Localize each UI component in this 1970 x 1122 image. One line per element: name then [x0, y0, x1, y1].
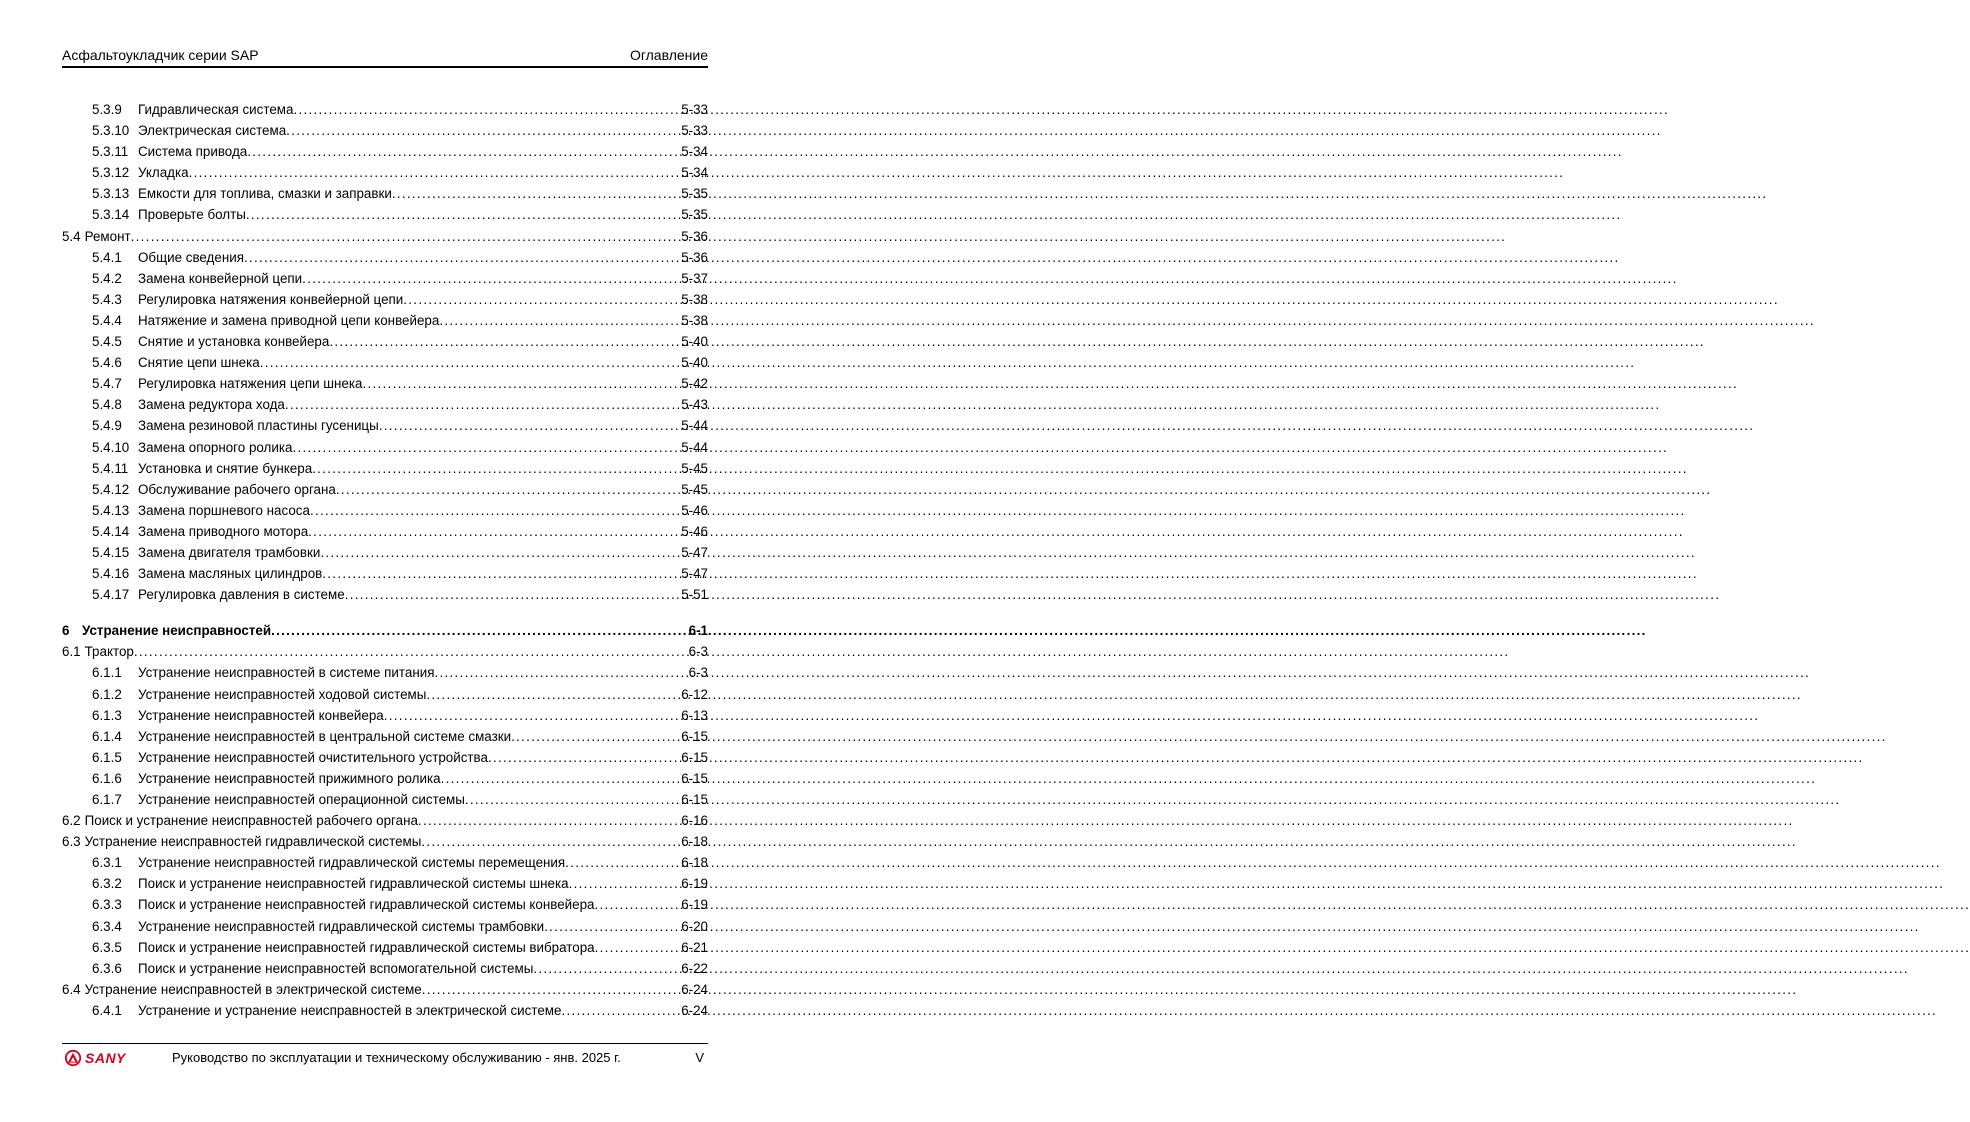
toc-entry[interactable] [62, 521, 708, 542]
toc-entry-page: 5-44 [681, 439, 708, 455]
toc-entry-title: Поиск и устранение неисправностей гидравлической системы шнека [138, 876, 569, 892]
toc-dot-leader [302, 268, 679, 289]
toc-entry-title: Устранение неисправностей прижимного ролика [138, 770, 441, 786]
toc-entry-number: 6.4.1 [92, 1002, 122, 1018]
toc-dot-leader [247, 141, 679, 162]
toc-entry[interactable] [62, 394, 708, 415]
toc-entry-page: 6-3 [688, 644, 708, 660]
toc-entry[interactable] [62, 183, 708, 204]
toc-entry-number: 5.4.4 [92, 312, 122, 328]
toc-entry-title: Устранение неисправностей конвейера [138, 707, 384, 723]
toc-entry-number: 5.4.12 [92, 481, 130, 497]
toc-entry[interactable] [62, 747, 708, 768]
toc-dot-leader [384, 705, 679, 726]
toc-entry[interactable] [62, 373, 708, 394]
toc-entry[interactable] [62, 810, 708, 831]
toc-entry-number: 6.3.2 [92, 876, 122, 892]
toc-entry-page: 5-40 [681, 334, 708, 350]
toc-entry-page: 6-1 [688, 623, 708, 639]
toc-entry[interactable] [62, 958, 708, 979]
toc-entry-title: Регулировка давления в системе [138, 587, 345, 603]
toc-entry-title: Устранение неисправностей в электрической системе [84, 981, 422, 997]
toc-entry-page: 5-33 [681, 123, 708, 139]
toc-dot-leader [308, 521, 679, 542]
toc-dot-leader [260, 352, 679, 373]
toc-entry[interactable] [62, 500, 708, 521]
toc-entry-number: 6.1.2 [92, 686, 122, 702]
toc-dot-leader [336, 479, 679, 500]
toc-dot-leader [426, 684, 679, 705]
document-title: Асфальтоукладчик серии SAP [62, 47, 259, 63]
toc-entry[interactable] [62, 768, 708, 789]
toc-entry-page: 6-20 [681, 918, 708, 934]
toc-entry-number: 5.4.16 [92, 566, 130, 582]
toc-entry-page: 6-13 [681, 707, 708, 723]
toc-entry-page: 5-38 [681, 312, 708, 328]
toc-entry-title: Устранение неисправностей гидравлической системы трамбовки [138, 918, 545, 934]
toc-entry-page: 6-24 [681, 1002, 708, 1018]
toc-entry-number: 5.4.11 [92, 460, 129, 476]
toc-entry-title: Устранение неисправностей в системе питания [138, 665, 435, 681]
toc-entry[interactable] [62, 620, 708, 641]
toc-entry-number: 6.2 [62, 813, 81, 829]
toc-dot-leader [189, 162, 680, 183]
toc-dot-leader [322, 563, 679, 584]
toc-entry-number: 6.1.7 [92, 792, 122, 807]
toc-dot-leader [293, 99, 679, 120]
toc-dot-leader [421, 831, 679, 852]
toc-entry[interactable] [62, 226, 708, 247]
toc-entry-page: 5-45 [681, 460, 708, 476]
toc-entry-title: Установка и снятие бункера [138, 460, 313, 476]
toc-dot-leader [465, 789, 679, 810]
toc-entry[interactable] [62, 268, 708, 289]
toc-entry-number: 5.4.7 [92, 376, 122, 392]
toc-entry-page: 5-42 [681, 376, 708, 392]
toc-entry[interactable] [62, 415, 708, 436]
toc-entry-number: 6.1.3 [92, 707, 122, 723]
toc-entry-number: 5.3.12 [92, 165, 130, 181]
toc-entry-number: 6.1 [62, 644, 81, 660]
toc-dot-leader [595, 894, 680, 915]
toc-dot-leader [569, 873, 680, 894]
sany-logo [64, 1050, 126, 1066]
toc-entry-number: 6.3.3 [92, 897, 122, 913]
toc-dot-leader [285, 394, 679, 415]
toc-dot-leader [345, 584, 680, 605]
toc-entry-page: 5-34 [681, 144, 708, 160]
toc-dot-leader [565, 852, 679, 873]
toc-dot-leader [434, 662, 686, 683]
toc-entry-page: 6-19 [681, 876, 708, 892]
page-number: V [695, 1050, 704, 1065]
toc-dot-leader [362, 373, 679, 394]
toc-entry-page: 6-22 [681, 960, 708, 976]
toc-entry-number: 5.4.9 [92, 418, 122, 434]
toc-entry-number: 5.3.9 [92, 102, 122, 117]
toc-entry-number: 6.3.5 [92, 939, 122, 955]
toc-entry-title: Обслуживание рабочего органа [138, 481, 336, 497]
toc-dot-leader [244, 247, 679, 268]
toc-entry-number: 5.4 [62, 228, 81, 244]
toc-entry-page: 5-36 [681, 228, 708, 244]
footer-text: Руководство по эксплуатации и техническому обслуживанию - янв. 2025 г. [172, 1050, 621, 1065]
toc-entry-page: 5-35 [681, 207, 708, 223]
toc-dot-leader [441, 768, 680, 789]
toc-dot-leader [418, 810, 679, 831]
toc-entry[interactable] [62, 894, 708, 915]
toc-entry-page: 6-15 [681, 770, 708, 786]
toc-entry[interactable] [62, 141, 708, 162]
toc-entry[interactable] [62, 162, 708, 183]
toc-dot-leader [392, 183, 679, 204]
toc-entry-page: 5-36 [681, 249, 708, 265]
toc-dot-leader [320, 542, 679, 563]
toc-dot-leader [439, 310, 679, 331]
toc-entry-title: Устранение неисправностей гидравлической системы перемещения [138, 855, 566, 871]
toc-entry[interactable] [62, 120, 708, 141]
toc-entry-number: 5.3.11 [92, 144, 129, 160]
toc-entry-number: 5.4.15 [92, 544, 130, 560]
toc-entry[interactable] [62, 662, 708, 683]
toc-dot-leader [488, 747, 679, 768]
toc-entry[interactable] [62, 584, 708, 605]
toc-entry-title: Замена приводного мотора [138, 523, 309, 539]
toc-entry-page: 5-44 [681, 418, 708, 434]
toc-entry-page: 6-19 [681, 897, 708, 913]
toc-entry-title: Устранение неисправностей в центральной системе смазки [138, 728, 512, 744]
toc-entry[interactable] [62, 684, 708, 705]
table-of-contents [62, 99, 708, 1021]
toc-entry-number: 5.3.13 [92, 186, 130, 202]
toc-entry-title: Замена конвейерной цепи [138, 270, 303, 286]
toc-entry-page: 5-37 [681, 270, 708, 286]
toc-entry-number: 5.4.14 [92, 523, 130, 539]
toc-entry[interactable] [62, 916, 708, 937]
toc-entry-number: 6.3.4 [92, 918, 122, 934]
toc-entry-number: 5.4.13 [92, 502, 130, 518]
toc-entry-title: Снятие цепи шнека [138, 355, 260, 371]
toc-entry-title: Устранение неисправностей операционной системы [138, 792, 465, 807]
toc-entry[interactable] [62, 705, 708, 726]
toc-entry-number: 5.4.6 [92, 355, 122, 371]
toc-entry-page: 6-15 [681, 728, 708, 744]
toc-entry-title: Поиск и устранение неисправностей гидравлической системы конвейера [138, 897, 595, 913]
toc-entry-title: Ремонт [84, 228, 131, 244]
toc-entry[interactable] [62, 789, 708, 810]
toc-entry[interactable] [62, 1000, 708, 1021]
toc-entry-number: 5.3.10 [92, 123, 130, 139]
toc-entry[interactable] [62, 204, 708, 225]
page-header [62, 46, 708, 68]
toc-entry-page: 6-15 [681, 749, 708, 765]
toc-entry-page: 5-34 [681, 165, 708, 181]
toc-entry[interactable] [62, 289, 708, 310]
toc-entry[interactable] [62, 873, 708, 894]
toc-entry-number: 6.1.5 [92, 749, 122, 765]
toc-entry-number: 6.3.1 [92, 855, 122, 871]
toc-entry[interactable] [62, 247, 708, 268]
toc-entry-number: 5.4.3 [92, 291, 122, 307]
toc-dot-leader [595, 937, 680, 958]
toc-entry-number: 5.4.10 [92, 439, 130, 455]
toc-entry-number: 5.4.1 [92, 249, 122, 265]
toc-entry-title: Замена масляных цилиндров [138, 566, 323, 582]
page-footer [62, 1043, 708, 1070]
toc-entry-page: 5-51 [681, 587, 708, 603]
toc-entry-number: 6.4 [62, 981, 81, 997]
toc-entry-page: 5-46 [681, 502, 708, 518]
toc-entry-title: Устранение неисправностей гидравлической системы [84, 834, 422, 850]
toc-entry-page: 5-33 [681, 102, 708, 117]
toc-entry[interactable] [62, 352, 708, 373]
toc-dot-leader [379, 415, 679, 436]
toc-entry-title: Замена поршневого насоса [138, 502, 310, 518]
toc-dot-leader [544, 916, 679, 937]
toc-entry-title: Натяжение и замена приводной цепи конвейера [138, 312, 440, 328]
toc-entry[interactable] [62, 437, 708, 458]
toc-entry-title: Общие сведения [138, 249, 244, 265]
toc-entry-number: 5.4.17 [92, 587, 130, 603]
toc-entry-page: 5-47 [681, 566, 708, 582]
toc-entry[interactable] [62, 726, 708, 747]
toc-entry-page: 6-18 [681, 855, 708, 871]
toc-entry-page: 6-15 [681, 792, 708, 807]
toc-dot-leader [533, 958, 679, 979]
toc-entry-title: Электрическая система [138, 123, 287, 139]
sany-logo-text: SANY [85, 1050, 126, 1066]
toc-entry-page: 6-21 [681, 939, 708, 955]
toc-entry-title: Замена редуктора хода [138, 397, 285, 413]
toc-entry-number: 6.1.4 [92, 728, 122, 744]
toc-entry[interactable] [62, 979, 708, 1000]
toc-entry-title: Замена резиновой пластины гусеницы [138, 418, 379, 434]
toc-dot-leader [312, 458, 679, 479]
toc-entry-title: Устранение неисправностей ходовой системы [138, 686, 427, 702]
toc-entry[interactable] [62, 831, 708, 852]
toc-entry-title: Укладка [138, 165, 189, 181]
toc-entry[interactable] [62, 458, 708, 479]
toc-entry-title: Замена двигателя трамбовки [138, 544, 321, 560]
toc-dot-leader [310, 500, 679, 521]
toc-entry-number: 5.4.5 [92, 334, 122, 350]
toc-entry-page: 6-18 [681, 834, 708, 850]
toc-entry-number: 6.1.1 [92, 665, 122, 681]
toc-entry[interactable] [62, 641, 708, 662]
toc-entry-title: Проверьте болты [138, 207, 246, 223]
toc-entry-page: 6-12 [681, 686, 708, 702]
toc-entry-title: Поиск и устранение неисправностей вспомогательной системы [138, 960, 534, 976]
toc-entry-title: Замена опорного ролика [138, 439, 293, 455]
toc-dot-leader [329, 331, 679, 352]
toc-entry-page: 6-16 [681, 813, 708, 829]
toc-dot-leader [246, 204, 679, 225]
toc-dot-leader [271, 620, 687, 641]
toc-entry-number: 5.4.2 [92, 270, 122, 286]
toc-entry-page: 5-35 [681, 186, 708, 202]
toc-entry-page: 5-46 [681, 523, 708, 539]
toc-entry-number: 6.3.6 [92, 960, 122, 976]
sany-logo-icon [64, 1050, 82, 1066]
toc-entry-title: Устранение неисправностей [82, 623, 272, 639]
toc-entry-title: Трактор [84, 644, 134, 660]
toc-entry-number: 6.1.6 [92, 770, 122, 786]
toc-entry-title: Устранение неисправностей очистительного устройства [138, 749, 488, 765]
toc-entry-page: 5-45 [681, 481, 708, 497]
toc-entry-page: 6-3 [688, 665, 708, 681]
toc-entry-title: Емкости для топлива, смазки и заправки [138, 186, 392, 202]
toc-dot-leader [134, 641, 687, 662]
toc-dot-leader [292, 437, 679, 458]
toc-entry-page: 5-40 [681, 355, 708, 371]
toc-dot-leader [422, 979, 679, 1000]
toc-entry[interactable] [62, 331, 708, 352]
toc-entry[interactable] [62, 542, 708, 563]
toc-entry-number: 5.3.14 [92, 207, 130, 223]
toc-entry[interactable] [62, 310, 708, 331]
toc-entry-number: 5.4.8 [92, 397, 122, 413]
toc-entry-number: 6 [62, 623, 70, 639]
section-title: Оглавление [629, 47, 708, 63]
toc-entry-page: 5-47 [681, 544, 708, 560]
toc-entry-title: Регулировка натяжения цепи шнека [138, 376, 363, 392]
toc-dot-leader [286, 120, 679, 141]
toc-entry-page: 5-43 [681, 397, 708, 413]
toc-dot-leader [511, 726, 679, 747]
toc-entry-title: Устранение и устранение неисправностей в электрической системе [138, 1002, 562, 1018]
toc-entry-title: Гидравлическая система [138, 102, 294, 117]
toc-entry[interactable] [62, 479, 708, 500]
toc-entry-title: Система привода [138, 144, 248, 160]
toc-entry[interactable] [62, 852, 708, 873]
toc-entry-title: Поиск и устранение неисправностей гидравлической системы вибратора [138, 939, 595, 955]
toc-dot-leader [561, 1000, 679, 1021]
toc-entry-title: Поиск и устранение неисправностей рабочего органа [84, 813, 418, 829]
toc-dot-leader [403, 289, 679, 310]
toc-entry-page: 6-24 [681, 981, 708, 997]
toc-entry-title: Снятие и установка конвейера [138, 334, 330, 350]
toc-entry[interactable] [62, 563, 708, 584]
toc-dot-leader [131, 226, 680, 247]
toc-entry[interactable] [62, 937, 708, 958]
toc-entry[interactable] [62, 99, 708, 120]
toc-entry-number: 6.3 [62, 834, 81, 850]
toc-entry-title: Регулировка натяжения конвейерной цепи [138, 291, 404, 307]
toc-entry-page: 5-38 [681, 291, 708, 307]
